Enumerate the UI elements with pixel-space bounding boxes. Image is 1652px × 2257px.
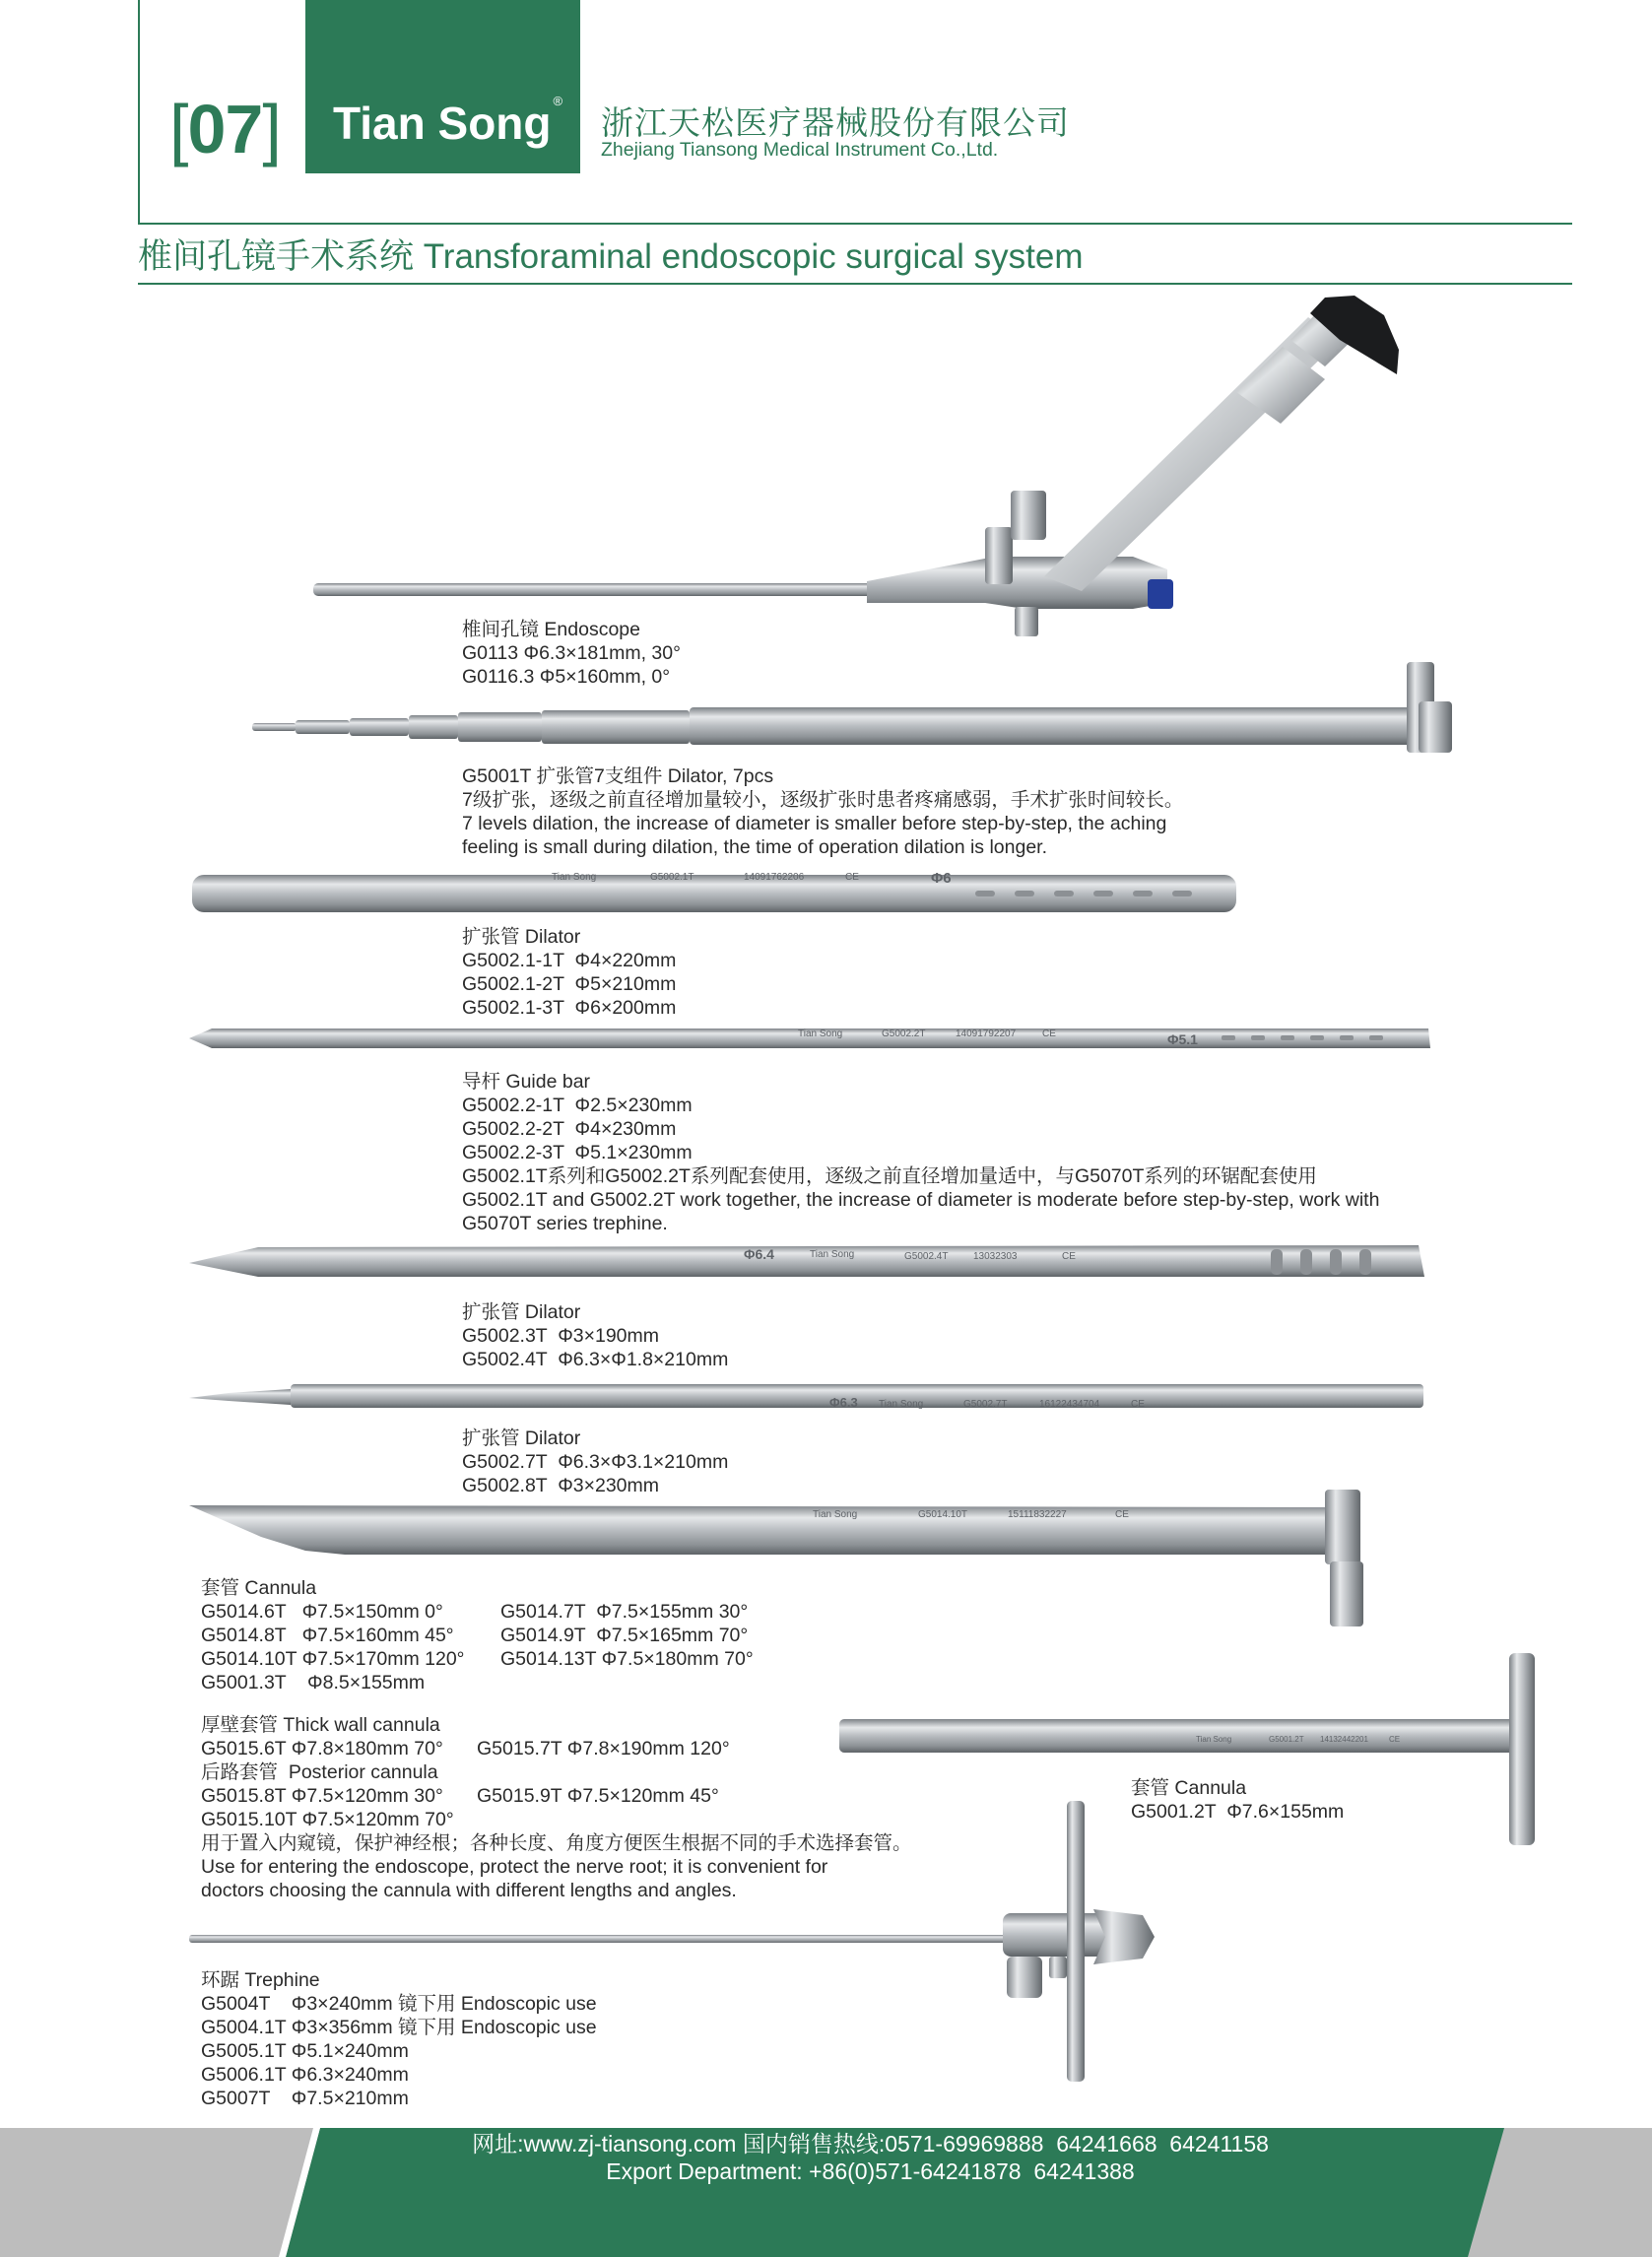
svg-text:Tian Song: Tian Song <box>552 872 597 883</box>
posterior-cannula-desc-en: Use for entering the endoscope, protect the nerve root; it is convenient for <box>201 1856 828 1878</box>
thick-wall-cannula-spec: G5015.6T Φ7.8×180mm 70° <box>201 1738 443 1759</box>
dilator-set-desc-en: feeling is small during dilation, the time of operation dilation is longer. <box>462 836 1048 858</box>
dilator-3-illustration <box>189 1384 1423 1410</box>
svg-text:G5001.2T: G5001.2T <box>1269 1735 1304 1744</box>
svg-text:G5014.10T: G5014.10T <box>918 1509 968 1520</box>
cannula-spec: G5014.8T Φ7.5×160mm 45° <box>201 1625 454 1646</box>
guide-bar-name: 导杆 Guide bar <box>462 1071 591 1093</box>
svg-text:CE: CE <box>845 872 859 883</box>
svg-text:Φ5.1: Φ5.1 <box>1167 1031 1198 1047</box>
dilator-2-spec: G5002.4T Φ6.3×Φ1.8×210mm <box>462 1349 729 1370</box>
svg-text:CE: CE <box>1115 1509 1129 1520</box>
svg-text:14132442201: 14132442201 <box>1320 1735 1368 1744</box>
brand-logo: Tian Song ® <box>333 94 563 149</box>
svg-text:CE: CE <box>1131 1399 1145 1410</box>
dilator-1-spec: G5002.1-2T Φ5×210mm <box>462 973 677 995</box>
guide-bar-spec: G5002.2-3T Φ5.1×230mm <box>462 1142 693 1163</box>
dilator-3-spec: G5002.8T Φ3×230mm <box>462 1475 660 1496</box>
svg-text:CE: CE <box>1042 1029 1056 1039</box>
dilator-1-name: 扩张管 Dilator <box>462 926 581 948</box>
footer-export: Export Department: +86(0)571-64241878 64241388 <box>606 2158 1135 2184</box>
svg-text:16122434704: 16122434704 <box>1039 1399 1100 1410</box>
svg-text:Tian Song: Tian Song <box>813 1509 858 1520</box>
trephine-spec: G5006.1T Φ6.3×240mm <box>201 2064 409 2086</box>
cannula-spec: G5001.3T Φ8.5×155mm <box>201 1672 426 1693</box>
svg-text:Tian Song: Tian Song <box>810 1249 855 1260</box>
cannula-spec: G5014.13T Φ7.5×180mm 70° <box>500 1648 754 1670</box>
svg-text:CE: CE <box>1062 1251 1076 1262</box>
svg-text:Tian Song: Tian Song <box>1196 1735 1232 1744</box>
dilator-set-desc-en: 7 levels dilation, the increase of diameter is smaller before step-by-step, the aching <box>462 813 1167 834</box>
cannula-spec: G5014.9T Φ7.5×165mm 70° <box>500 1625 749 1646</box>
thick-wall-cannula-name: 厚壁套管 Thick wall cannula <box>201 1714 440 1736</box>
svg-text:Φ6: Φ6 <box>931 870 952 887</box>
svg-text:15111832227: 15111832227 <box>1008 1509 1067 1520</box>
trephine-spec: G5005.1T Φ5.1×240mm <box>201 2040 409 2062</box>
cannula-name: 套管 Cannula <box>201 1577 317 1599</box>
trephine-name: 环踞 Trephine <box>201 1969 320 1991</box>
thick-wall-cannula-spec: G5015.7T Φ7.8×190mm 120° <box>477 1738 730 1759</box>
guide-bar-spec: G5002.2-1T Φ2.5×230mm <box>462 1095 693 1116</box>
dilator-2-illustration <box>189 1245 1424 1277</box>
dilator-1-spec: G5002.1-1T Φ4×220mm <box>462 950 677 971</box>
dilator-2-spec: G5002.3T Φ3×190mm <box>462 1325 660 1347</box>
trephine-spec: G5007T Φ7.5×210mm <box>201 2088 409 2109</box>
svg-text:G5002.1T: G5002.1T <box>650 872 694 883</box>
svg-text:G5002.7T: G5002.7T <box>963 1399 1008 1410</box>
svg-text:Φ6.4: Φ6.4 <box>744 1246 774 1262</box>
endoscope-name: 椎间孔镜 Endoscope <box>462 619 640 640</box>
endoscope-illustration <box>313 296 1399 636</box>
endoscope-spec: G0113 Φ6.3×181mm, 30° <box>462 642 681 664</box>
svg-text:G5002.4T: G5002.4T <box>904 1251 949 1262</box>
trephine-spec: G5004.1T Φ3×356mm 镜下用 Endoscopic use <box>201 2017 597 2038</box>
cannula-spec: G5014.6T Φ7.5×150mm 0° <box>201 1601 443 1623</box>
endoscope-spec: G0116.3 Φ5×160mm, 0° <box>462 666 671 688</box>
dilator-1-illustration <box>192 870 1236 912</box>
guide-bar-note-cn: G5002.1T系列和G5002.2T系列配套使用，逐级之前直径增加量适中，与G5070T系列的环锯配套使用 <box>462 1165 1317 1187</box>
svg-text:14091762206: 14091762206 <box>744 872 805 883</box>
svg-text:Φ6.3: Φ6.3 <box>829 1395 858 1410</box>
svg-text:Tian Song: Tian Song <box>879 1399 924 1410</box>
dilator-3-spec: G5002.7T Φ6.3×Φ3.1×210mm <box>462 1451 729 1473</box>
company-name-cn: 浙江天松医疗器械股份有限公司 <box>601 104 1070 141</box>
posterior-cannula-name: 后路套管 Posterior cannula <box>201 1761 438 1783</box>
dilator-3-name: 扩张管 Dilator <box>462 1427 581 1449</box>
posterior-cannula-spec: G5015.10T Φ7.5×120mm 70° <box>201 1809 454 1830</box>
page-number: [07] <box>169 91 281 167</box>
cannula-2-spec: G5001.2T Φ7.6×155mm <box>1131 1801 1345 1823</box>
posterior-cannula-desc-cn: 用于置入内窥镜，保护神经根；各种长度、角度方便医生根据不同的手术选择套管。 <box>201 1832 912 1854</box>
svg-text:Tian Song: Tian Song <box>798 1029 843 1039</box>
posterior-cannula-desc-en: doctors choosing the cannula with different lengths and angles. <box>201 1880 737 1901</box>
guide-bar-spec: G5002.2-2T Φ4×230mm <box>462 1118 677 1140</box>
guide-bar-note-en: G5002.1T and G5002.2T work together, the increase of diameter is moderate before step-by-step, work with <box>462 1189 1380 1211</box>
section-title: 椎间孔镜手术系统 Transforaminal endoscopic surgical system <box>138 237 1084 276</box>
svg-text:G5002.2T: G5002.2T <box>882 1029 926 1039</box>
guide-bar-note-en: G5070T series trephine. <box>462 1213 668 1234</box>
posterior-cannula-spec: G5015.8T Φ7.5×120mm 30° <box>201 1785 443 1807</box>
dilator-set-name: G5001T 扩张管7支组件 Dilator, 7pcs <box>462 765 774 787</box>
dilator-set-illustration <box>252 662 1452 753</box>
svg-text:13032303: 13032303 <box>973 1251 1018 1262</box>
svg-text:CE: CE <box>1389 1735 1401 1744</box>
dilator-1-spec: G5002.1-3T Φ6×200mm <box>462 997 677 1019</box>
svg-text:14091792207: 14091792207 <box>956 1029 1017 1039</box>
dilator-set-desc-cn: 7级扩张，逐级之前直径增加量较小，逐级扩张时患者疼痛感弱，手术扩张时间较长。 <box>462 789 1184 811</box>
cannula-spec: G5014.7T Φ7.5×155mm 30° <box>500 1601 749 1623</box>
cannula-2-name: 套管 Cannula <box>1131 1777 1247 1799</box>
trephine-spec: G5004T Φ3×240mm 镜下用 Endoscopic use <box>201 1993 597 2015</box>
guide-bar-illustration <box>189 1029 1430 1048</box>
cannula-spec: G5014.10T Φ7.5×170mm 120° <box>201 1648 465 1670</box>
footer-contact: 网址:www.zj-tiansong.com 国内销售热线:0571-69969888 64241668 64241158 <box>472 2131 1269 2157</box>
company-name-en: Zhejiang Tiansong Medical Instrument Co.,Ltd. <box>601 139 999 161</box>
dilator-2-name: 扩张管 Dilator <box>462 1301 581 1323</box>
posterior-cannula-spec: G5015.9T Φ7.5×120mm 45° <box>477 1785 719 1807</box>
